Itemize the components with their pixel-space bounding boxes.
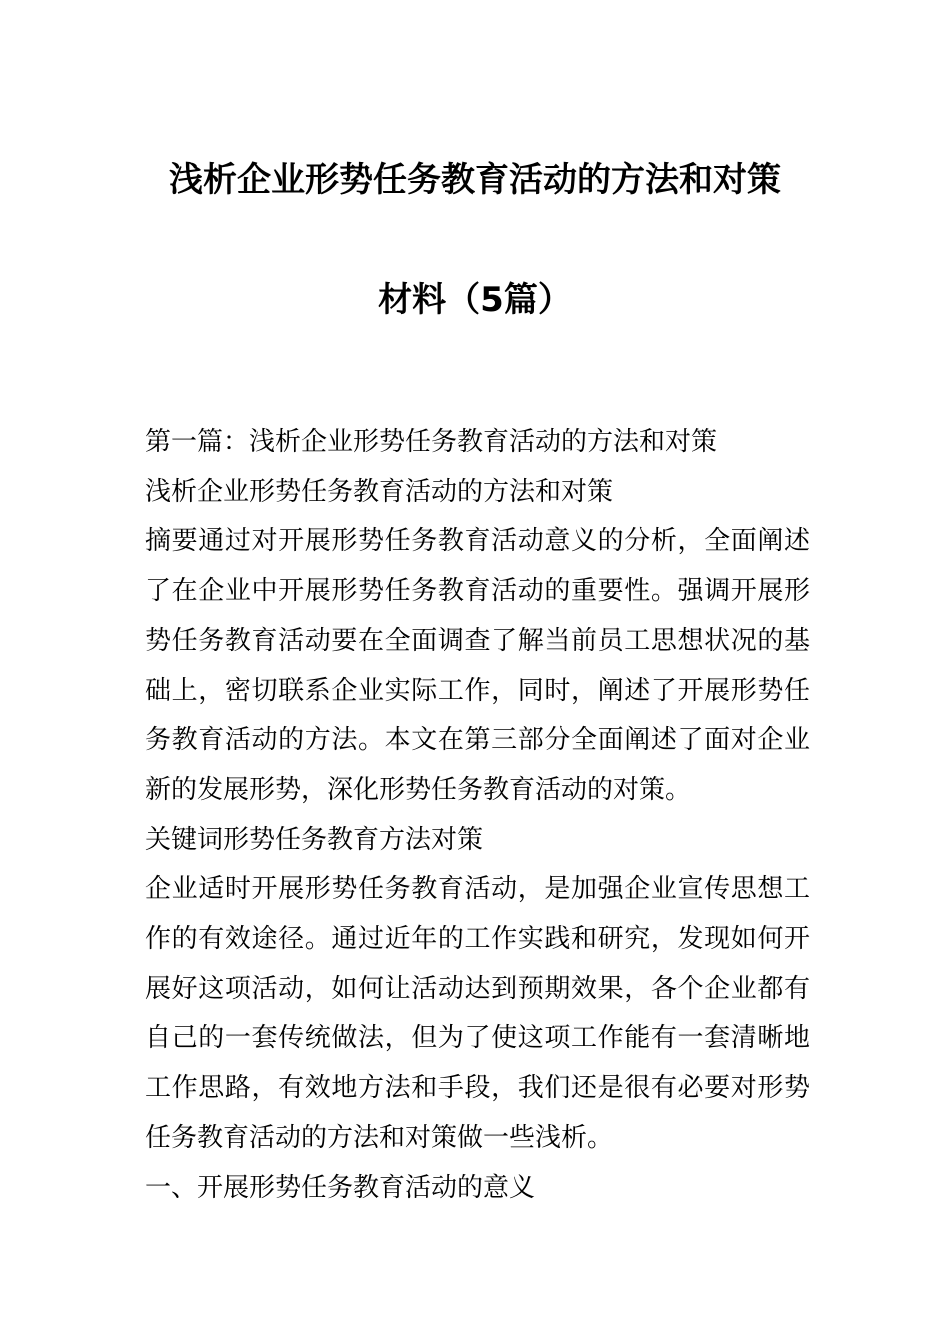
keywords-paragraph: 关键词形势任务教育方法对策	[145, 824, 484, 855]
abstract-paragraph: 摘要通过对开展形势任务教育活动意义的分析，全面阐述了在企业中开展形势任务教育活动的重要性。强调开展形势任务教育活动要在全面调查了解当前员工思想状况的基础上，密切联系企业实际工作，同时，阐述了开展形势任务教育活动的方法。本文在第三部分全面阐述了面对企业新的发展形势，深化形势任务教育活动的对策。	[145, 526, 810, 805]
chapter-heading: 第一篇：浅析企业形势任务教育活动的方法和对策	[145, 427, 718, 457]
document-body	[145, 418, 810, 1213]
article-title: 浅析企业形势任务教育活动的方法和对策	[145, 476, 614, 507]
section-heading: 一、开展形势任务教育活动的意义	[145, 1172, 536, 1203]
document-title-line-1: 浅析企业形势任务教育活动的方法和对策	[169, 160, 781, 200]
intro-paragraph: 企业适时开展形势任务教育活动，是加强企业宣传思想工作的有效途径。通过近年的工作实践和研究，发现如何开展好这项活动，如何让活动达到预期效果，各个企业都有自己的一套传统做法，但为了使这项工作能有一套清晰地工作思路，有效地方法和手段，我们还是很有必要对形势任务教育活动的方法和对策做一些浅析。	[145, 874, 810, 1153]
document-title-line-2: 材料（5篇）	[378, 280, 572, 320]
